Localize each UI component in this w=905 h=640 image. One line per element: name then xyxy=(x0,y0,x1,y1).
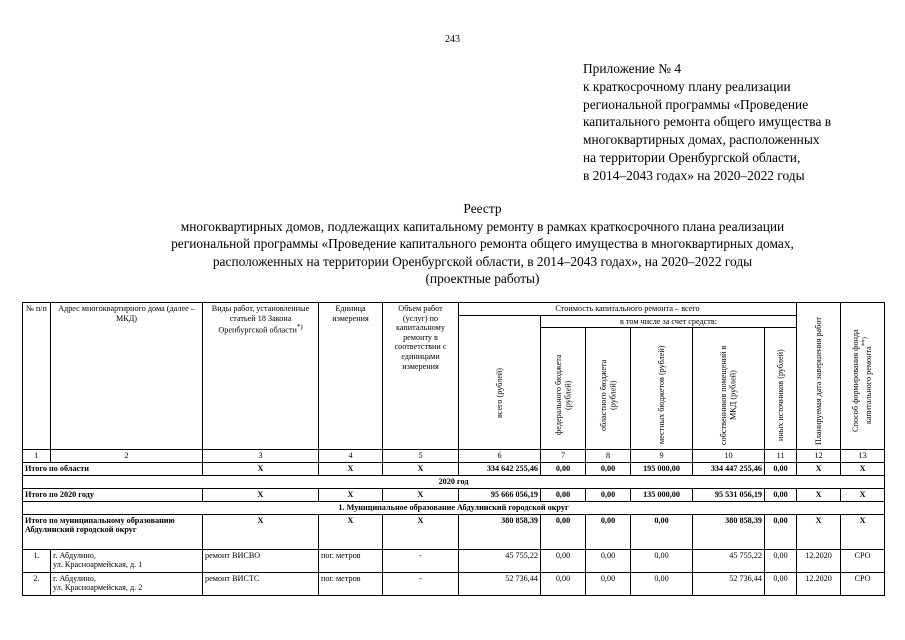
appendix-line: региональной программы «Проведение xyxy=(583,96,809,112)
table-row xyxy=(23,549,885,572)
header-other xyxy=(765,328,797,450)
municipality-section-label: 1. Муниципальное образование Абдулинский городской округ xyxy=(23,501,885,514)
cell-regional: 0,00 xyxy=(586,514,631,549)
header-work-types-text: Виды работ, установленные статьей 18 Закона Оренбургской области xyxy=(211,304,310,335)
total-municipality-label: Итого по муниципальному образованию Абдулинский городской округ xyxy=(23,514,203,549)
title-line: региональной программы «Проведение капитального ремонта общего имущества в многоквартирных домах, xyxy=(171,236,794,252)
address-line: ул. Красноармейская, д. 1 xyxy=(53,560,143,570)
page-number: 243 xyxy=(445,34,460,45)
cell: X xyxy=(841,462,885,475)
row-unit: пог. метров xyxy=(319,549,383,572)
row-work: ремонт ВИСТС xyxy=(203,572,319,595)
cell-local: 0,00 xyxy=(631,549,693,572)
appendix-line: Приложение № 4 xyxy=(583,61,682,76)
cell: X xyxy=(203,514,319,549)
cell: X xyxy=(203,462,319,475)
cell-other: 0,00 xyxy=(765,572,797,595)
address-line: г. Абдулино, xyxy=(53,550,96,560)
header-sub-group: в том числе за счет средств: xyxy=(541,315,797,328)
address-line: ул. Красноармейская, д. 2 xyxy=(53,583,143,593)
column-number: 4 xyxy=(319,450,383,463)
table-row xyxy=(23,572,885,595)
total-region-row xyxy=(23,462,885,475)
header-fund-method-label: Способ формирования фонда капитального ремонта xyxy=(851,329,874,433)
registry-title xyxy=(100,200,865,288)
cell: X xyxy=(383,514,459,549)
cell-owners: 52 736,44 xyxy=(693,572,765,595)
cell: X xyxy=(797,514,841,549)
header-cost-group: Стоимость капитального ремонта – всего xyxy=(459,303,797,316)
column-number: 7 xyxy=(541,450,586,463)
cell-other: 0,00 xyxy=(765,462,797,475)
title-line: (проектные работы) xyxy=(425,271,540,287)
cell-total: 95 666 056,19 xyxy=(459,488,541,501)
header-fund-method-text xyxy=(851,317,874,445)
header-local xyxy=(631,328,693,450)
cell: X xyxy=(203,488,319,501)
row-volume: - xyxy=(383,572,459,595)
cell-regional: 0,00 xyxy=(586,572,631,595)
appendix-line: к краткосрочному плану реализации xyxy=(583,78,791,94)
cell-total: 52 736,44 xyxy=(459,572,541,595)
cell-owners: 334 447 255,46 xyxy=(693,462,765,475)
total-region-label: Итого по области xyxy=(23,462,203,475)
municipality-section-row xyxy=(23,501,885,514)
column-number: 10 xyxy=(693,450,765,463)
header-total-text: всего (рублей) xyxy=(494,368,504,419)
total-municipality-row xyxy=(23,514,885,549)
column-number: 13 xyxy=(841,450,885,463)
header-work-types xyxy=(203,303,319,450)
cell-owners: 45 755,22 xyxy=(693,549,765,572)
header-regional xyxy=(586,328,631,450)
appendix-line: капитального ремонта общего имущества в xyxy=(583,114,832,130)
cell: X xyxy=(841,488,885,501)
cell-regional: 0,00 xyxy=(586,462,631,475)
cell: X xyxy=(797,488,841,501)
column-number: 1 xyxy=(23,450,51,463)
cell: X xyxy=(841,514,885,549)
row-address xyxy=(51,572,203,595)
title-line: многоквартирных домов, подлежащих капитальному ремонту в рамках краткосрочного плана реализации xyxy=(180,218,785,234)
header-owners-text: собственников помещений в МКД (рублей) xyxy=(719,345,738,445)
header-total xyxy=(459,315,541,450)
cell-federal: 0,00 xyxy=(541,488,586,501)
cell-total: 45 755,22 xyxy=(459,549,541,572)
cell: X xyxy=(383,488,459,501)
footnote-mark: **) xyxy=(861,337,869,347)
cell: X xyxy=(797,462,841,475)
column-number: 3 xyxy=(203,450,319,463)
cell-federal: 0,00 xyxy=(541,572,586,595)
address-line: г. Абдулино, xyxy=(53,573,96,583)
cell-owners: 380 858,39 xyxy=(693,514,765,549)
header-completion-date-text: Планируемая дата завершения работ xyxy=(813,317,823,446)
column-number: 8 xyxy=(586,450,631,463)
cell-total: 380 858,39 xyxy=(459,514,541,549)
header-unit: Единица измерения xyxy=(319,303,383,450)
header-regional-text: областного бюджета (рублей) xyxy=(598,359,617,431)
header-num: № п/п xyxy=(23,303,51,450)
cell-other: 0,00 xyxy=(765,514,797,549)
title-line: расположенных на территории Оренбургской области, в 2014–2043 годах», на 2020–2022 годы xyxy=(212,253,753,269)
header-volume: Объем работ (услуг) по капитальному ремонту в соответствии с единицами измерения xyxy=(383,303,459,450)
title-line: Реестр xyxy=(463,201,502,216)
appendix-line: на территории Оренбургской области, xyxy=(583,149,801,165)
cell-other: 0,00 xyxy=(765,549,797,572)
row-unit: пог. метров xyxy=(319,572,383,595)
cell-local: 0,00 xyxy=(631,572,693,595)
row-work: ремонт ВИСВО xyxy=(203,549,319,572)
cell: X xyxy=(319,488,383,501)
appendix-caption xyxy=(583,60,893,185)
cell-other: 0,00 xyxy=(765,488,797,501)
cell-regional: 0,00 xyxy=(586,488,631,501)
cell-date: 12.2020 xyxy=(797,549,841,572)
column-number: 12 xyxy=(797,450,841,463)
appendix-line: в 2014–2043 годах» на 2020–2022 годы xyxy=(583,167,805,183)
cell-owners: 95 531 056,19 xyxy=(693,488,765,501)
cell-fund: СРО xyxy=(841,572,885,595)
year-section-row xyxy=(23,475,885,488)
cell-federal: 0,00 xyxy=(541,549,586,572)
cell-federal: 0,00 xyxy=(541,514,586,549)
header-owners xyxy=(693,328,765,450)
cell-local: 0,00 xyxy=(631,514,693,549)
header-fund-method xyxy=(841,303,885,450)
header-local-text: местных бюджетов (рублей) xyxy=(656,345,666,445)
column-number: 11 xyxy=(765,450,797,463)
cell-local: 135 000,00 xyxy=(631,488,693,501)
cell-date: 12.2020 xyxy=(797,572,841,595)
header-federal xyxy=(541,328,586,450)
registry-table xyxy=(22,302,885,596)
row-volume: - xyxy=(383,549,459,572)
header-federal-text: федерального бюджета (рублей) xyxy=(553,354,572,436)
cell-federal: 0,00 xyxy=(541,462,586,475)
cell: X xyxy=(383,462,459,475)
row-address xyxy=(51,549,203,572)
column-number: 6 xyxy=(459,450,541,463)
total-year-label: Итого по 2020 году xyxy=(23,488,203,501)
header-other-text: иных источников (рублей) xyxy=(775,349,785,442)
cell-regional: 0,00 xyxy=(586,549,631,572)
cell: X xyxy=(319,514,383,549)
column-number: 5 xyxy=(383,450,459,463)
year-section-label: 2020 год xyxy=(23,475,885,488)
column-number: 9 xyxy=(631,450,693,463)
cell-total: 334 642 255,46 xyxy=(459,462,541,475)
row-number: 1. xyxy=(23,549,51,572)
cell: X xyxy=(319,462,383,475)
row-number: 2. xyxy=(23,572,51,595)
total-year-row xyxy=(23,488,885,501)
cell-fund: СРО xyxy=(841,549,885,572)
cell-local: 195 000,00 xyxy=(631,462,693,475)
column-numbers-row xyxy=(23,450,885,463)
column-number: 2 xyxy=(51,450,203,463)
header-completion-date xyxy=(797,303,841,450)
footnote-mark: *) xyxy=(296,324,303,332)
header-address: Адрес многоквартирного дома (далее – МКД) xyxy=(51,303,203,450)
appendix-line: многоквартирных домах, расположенных xyxy=(583,132,820,148)
